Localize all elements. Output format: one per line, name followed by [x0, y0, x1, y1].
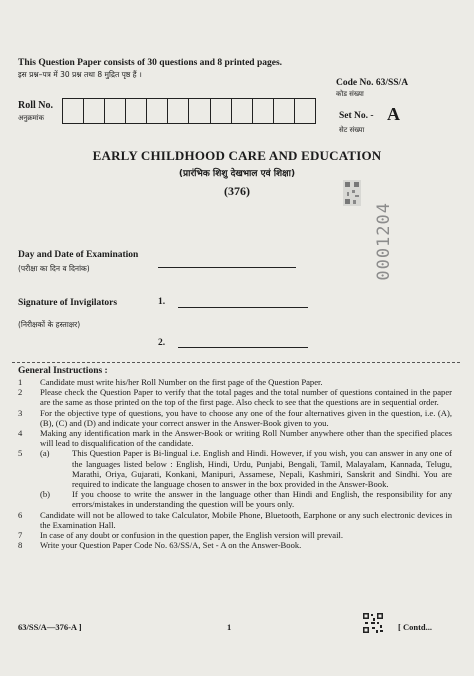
- qr-code-icon: [362, 612, 384, 634]
- roll-digit-box[interactable]: [168, 99, 189, 123]
- instruction-subnumber: (a): [40, 448, 50, 459]
- set-letter: A: [387, 104, 400, 124]
- instruction-item: [18, 448, 452, 489]
- roll-digit-box[interactable]: [105, 99, 126, 123]
- subject-code: (376): [224, 184, 250, 198]
- roll-digit-box[interactable]: [126, 99, 147, 123]
- instruction-number: 2: [18, 387, 23, 398]
- invigilator-signature-label-hindi: (निरीक्षकों के हस्ताक्षर): [18, 320, 81, 329]
- instruction-item: [18, 428, 452, 448]
- paper-info: This Question Paper consists of 30 questions and 8 printed pages.: [18, 58, 283, 68]
- roll-digit-box[interactable]: [253, 99, 274, 123]
- instruction-item: [18, 540, 452, 550]
- instruction-text: For the objective type of questions, you have to choose any one of the four alternatives given in the question, i.e. (A), (B), (C) and (D) and indicate your correct answer in the Answer-Book given to you.: [40, 407, 452, 428]
- instruction-text: This Question Paper is Bi-lingual i.e. English and Hindi. However, if you wish, you can answer in any one of the languages listed below : English, Hindi, Urdu, Punjabi, Bengali, Tamil, Malayalam, Kannada, Telugu, Marathi, Oriya, Gujarati, Konkani, Manipuri, Assamese, Nepali, Kashmiri, Sanskrit and Sindhi. You are required to indicate the language chosen to answer in the box provided in the Answer-Book.: [72, 448, 452, 490]
- code-number: Code No. 63/SS/A: [336, 78, 409, 88]
- roll-digit-box[interactable]: [63, 99, 84, 123]
- instruction-text: Making any identification mark in the Answer-Book or writing Roll Number anywhere other than the specified places will lead to disqualification of the candidate.: [40, 428, 452, 449]
- roll-digit-box[interactable]: [84, 99, 105, 123]
- roll-number-label: Roll No.: [18, 100, 53, 111]
- roll-digit-box[interactable]: [211, 99, 232, 123]
- page-number: 1: [227, 622, 232, 632]
- roll-digit-box[interactable]: [147, 99, 168, 123]
- instruction-item: [18, 489, 452, 509]
- barcode-icon: [343, 180, 361, 206]
- section-divider: [12, 362, 460, 363]
- instruction-number: [18, 489, 40, 509]
- set-number-label: Set No. -: [339, 111, 374, 121]
- instruction-text: Please check the Question Paper to verify that the total pages and the total number of questions contained in the paper are the same as those printed on the top of the first page. Also check to see that the questions are in sequential order.: [40, 387, 452, 408]
- code-number-hindi: कोड संख्या: [336, 90, 364, 98]
- instruction-number: 6: [18, 509, 23, 520]
- instruction-number: 4: [18, 428, 23, 439]
- exam-date-label-hindi: (परीक्षा का दिन व दिनांक): [18, 264, 90, 273]
- instruction-text: If you choose to write the answer in the language other than Hindi and English, the responsibility for any errors/mistakes in understanding the question will be yours only.: [72, 489, 452, 510]
- instruction-text: Candidate must write his/her Roll Number on the first page of the Question Paper.: [40, 377, 323, 387]
- instruction-subnumber: (b): [40, 489, 51, 500]
- instructions-list: [18, 377, 452, 550]
- invigilator-signature-label: Signature of Invigilators: [18, 298, 118, 308]
- instruction-item: [18, 408, 452, 428]
- signature-number-1: 1.: [158, 297, 166, 307]
- paper-title-hindi: (प्रारंभिक शिशु देखभाल एवं शिक्षा): [178, 169, 296, 179]
- instructions-heading: General Instructions :: [18, 366, 108, 376]
- instruction-text: Candidate will not be allowed to take Calculator, Mobile Phone, Bluetooth, Earphone or any such electronic devices in the Examination Hall.: [40, 509, 452, 530]
- instruction-number: 7: [18, 530, 23, 541]
- instruction-item: [18, 530, 452, 540]
- instruction-item: [18, 510, 452, 530]
- serial-number: 0001204: [374, 202, 394, 281]
- roll-digit-box[interactable]: [274, 99, 295, 123]
- footer-paper-code: 63/SS/A—376-A ]: [18, 622, 82, 632]
- continued-note: [ Contd...: [398, 622, 433, 632]
- signature-number-2: 2.: [158, 338, 166, 348]
- roll-digit-box[interactable]: [189, 99, 210, 123]
- instruction-number: 1: [18, 377, 23, 387]
- roll-number-label-hindi: अनुक्रमांक: [18, 114, 44, 122]
- roll-number-boxes[interactable]: [62, 98, 316, 124]
- signature-line-2[interactable]: [178, 347, 308, 348]
- paper-title: EARLY CHILDHOOD CARE AND EDUCATION: [92, 148, 382, 163]
- instruction-item: [18, 377, 452, 387]
- instruction-text: In case of any doubt or confusion in the question paper, the English version will prevail.: [40, 530, 343, 541]
- exam-date-line[interactable]: [158, 267, 296, 268]
- signature-line-1[interactable]: [178, 307, 308, 308]
- roll-digit-box[interactable]: [295, 99, 315, 123]
- instruction-number: 8: [18, 540, 23, 551]
- exam-date-label: Day and Date of Examination: [18, 250, 139, 260]
- set-number-label-hindi: सेट संख्या: [339, 126, 365, 134]
- roll-digit-box[interactable]: [232, 99, 253, 123]
- instruction-number: 5: [18, 448, 23, 459]
- instruction-number: 3: [18, 407, 23, 418]
- paper-info-hindi: इस प्रश्न–पत्र में 30 प्रश्न तथा 8 मुद्रित पृष्ठ हैं ।: [18, 70, 142, 79]
- instruction-item: [18, 387, 452, 407]
- instruction-text: Write your Question Paper Code No. 63/SS/A, Set - A on the Answer-Book.: [40, 540, 302, 551]
